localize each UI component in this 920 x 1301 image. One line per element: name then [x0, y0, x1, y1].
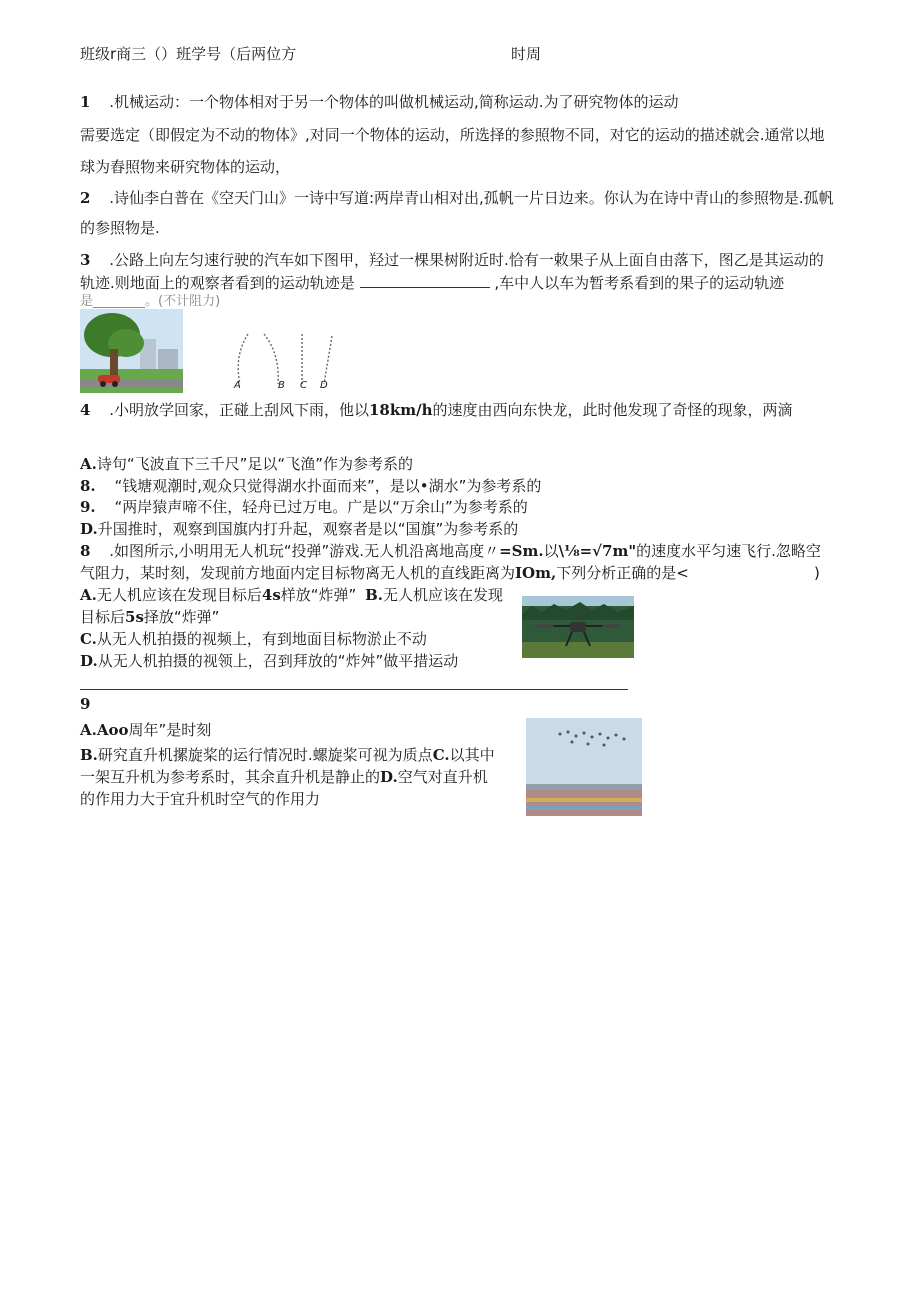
q3-text2a: 轨迹.则地面上的观察者看到的运动轨迹是 [80, 274, 355, 292]
q8-velocity: \⅛=√7m" [558, 542, 637, 560]
q9-number: 9 [80, 695, 91, 713]
q9-a-prefix: A. [80, 721, 97, 739]
option-d-text: 升国推时，观察到国旗内打升起，观察者是以“国旗”为参考系的 [97, 520, 519, 538]
q9-a-bold: Aoo [96, 721, 129, 739]
q8-b-post: 择放“炸弹” [143, 608, 220, 626]
q8-line1 [80, 541, 821, 561]
q4-number: 4 [80, 401, 91, 419]
q1-line2: 需要选定（即假定为不动的物体》,对同一个物体的运动，所选择的参照物不同，对它的运动的描述就会.通常以地 [80, 126, 825, 144]
q1-number: 1 [80, 93, 91, 111]
q3-number: 3 [80, 251, 91, 269]
q8-text2-post: 下列分析正确的是< [556, 564, 689, 582]
time-label: 时周 [511, 45, 542, 63]
trajectory-label-c: C [300, 380, 307, 391]
option-a-text: 诗句“飞波直下三千尺”足以“飞渔”作为参考系的 [96, 455, 413, 473]
q9-d-prefix: D. [380, 768, 398, 786]
q8-text1-mid: 以 [543, 542, 559, 560]
q1-text1: .机械运动：一个物体相对于另一个物体的叫做机械运动,简称运动.为了研究物体的运动 [109, 93, 679, 111]
q1-line3: 球为舂照物来研究物体的运动， [80, 158, 291, 176]
q9-line2 [80, 767, 488, 787]
q8-d-prefix: D. [80, 652, 98, 670]
q2-line2: 的参照物是. [80, 219, 160, 237]
drone-image [522, 596, 634, 658]
q4-line1 [80, 400, 793, 420]
q3-line3: 是________。(不计阻力) [80, 294, 221, 309]
option-8-text: “钱塘观潮时,观众只觉得湖水扑面而来”，是以•湖水”为参考系的 [114, 477, 542, 495]
q5-option-a [80, 454, 413, 474]
tree-car-image [80, 309, 183, 393]
trajectory-label-a: A [234, 380, 241, 391]
option-d-prefix: D. [80, 520, 98, 538]
trajectory-label-b: B [278, 380, 285, 391]
q8-b-prefix: B. [365, 586, 384, 604]
q8-a-pre: 无人机应该在发现目标后 [96, 586, 262, 604]
q5-option-d [80, 519, 518, 539]
q8-a-prefix: A. [80, 586, 97, 604]
q9-b-prefix: B. [80, 746, 98, 764]
q9-c-text: 以其中 [449, 746, 495, 764]
q9-a-text: 周年”是时刻 [128, 721, 212, 739]
trajectory-label-d: D [320, 380, 328, 391]
q9-line2-text: 一架互升机为参考系时，其余直升机是静止的 [80, 768, 381, 786]
q8-option-a-b [80, 585, 503, 605]
q8-option-b-cont [80, 607, 219, 627]
q5-option-9 [80, 497, 528, 517]
option-8-num: 8. [80, 477, 96, 495]
q8-a-post: 样放“炸弹” [280, 586, 357, 604]
trajectory-figure [228, 330, 340, 396]
q3-text1: .公路上向左匀速行驶的汽车如下图甲，羟过一棵果树附近时.恰有一敕果子从上面自由落下，图乙是其运动的 [109, 251, 824, 269]
q8-answer-paren[interactable]: ) [814, 564, 820, 582]
q1-line1 [80, 92, 679, 112]
q3-answer-blank[interactable] [360, 273, 490, 288]
q8-d-text: 从无人机拍摄的视领上，召到拜放的“炸舛”做平措运动 [97, 652, 459, 670]
q4-speed: 18km/h [369, 401, 433, 419]
q8-height: =Sm. [499, 542, 544, 560]
q8-option-c [80, 629, 427, 649]
q8-a-time: 4s [261, 586, 281, 604]
q9-b-text: 研究直升机摞旋桨的运行情况时.螺旋桨可视为质点 [97, 746, 433, 764]
option-a-prefix: A. [80, 455, 97, 473]
q4-text-pre: .小明放学回家，正碰上刮风下雨，他以 [109, 401, 369, 419]
option-9-num: 9. [80, 498, 96, 516]
q9-line3: 的作用力大于宜升机时空气的作用力 [80, 790, 321, 808]
q8-b-text: 无人机应该在发现 [383, 586, 504, 604]
q2-number: 2 [80, 189, 91, 207]
q8-b-pre: 目标后 [80, 608, 126, 626]
q8-text2-pre: 气阻力，某时刻，发现前方地面内定目标物离无人机的直线距离为 [80, 564, 516, 582]
helicopter-formation-image [526, 718, 642, 816]
q2-line1 [80, 188, 834, 208]
q8-line2 [80, 563, 689, 583]
q8-text1-pre: .如图所示,小明用无人机玩“投弹”游戏.无人机沿离地高度〃 [109, 542, 500, 560]
q8-option-d [80, 651, 458, 671]
q8-distance: IOm, [515, 564, 557, 582]
q3-line1 [80, 250, 824, 270]
q9-c-prefix: C. [432, 746, 450, 764]
option-9-text: “两岸猿声啼不住，轻舟已过万电。广是以“万余山”为参考系的 [114, 498, 528, 516]
q3-text2b: ,车中人以车为暂考系看到的果子的运动轨迹 [494, 274, 785, 292]
q5-option-8 [80, 476, 541, 496]
section-divider [80, 689, 628, 690]
q8-c-prefix: C. [80, 630, 97, 648]
class-info-label: 班级r商三（）班学号（后两位方 [80, 45, 297, 63]
q4-text-post: 的速度由西向东快龙，此时他发现了奇怪的现象，两滴 [432, 401, 793, 419]
q9-option-b [80, 745, 495, 765]
q9-option-a [80, 720, 211, 740]
q8-number: 8 [80, 542, 91, 560]
q8-text1-post: 的速度水平匀速飞行.忽略空 [636, 542, 821, 560]
q9-d-text: 空气对直升机 [397, 768, 488, 786]
q2-text1: .诗仙李白普在《空天门山》一诗中写道:两岸青山相对出,孤帆一片日边来。你认为在诗中青山的参照物是.孤帆 [109, 189, 834, 207]
q8-c-text: 从无人机拍摄的视频上，有到地面目标物淤止不动 [96, 630, 427, 648]
q3-line2 [80, 273, 784, 293]
q8-b-time: 5s [125, 608, 144, 626]
